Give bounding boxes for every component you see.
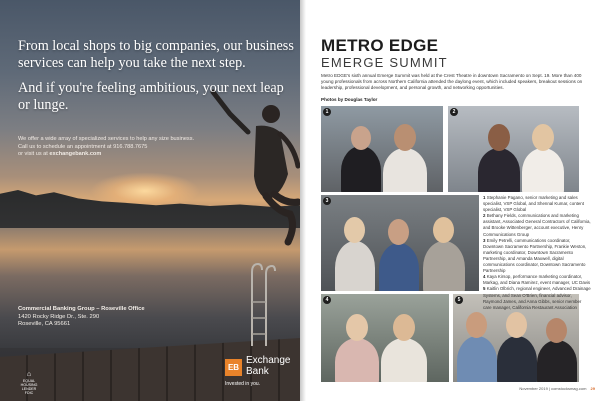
person-face: [394, 124, 416, 151]
person-face: [506, 312, 527, 338]
office-address-1: 1420 Rocky Ridge Dr., Ste. 290: [18, 313, 100, 320]
person-silhouette: [457, 336, 497, 382]
caption-number: 1: [483, 195, 486, 200]
photo-number-badge: 1: [323, 108, 331, 116]
footer-text: November 2019 | comstocksmag.com: [519, 386, 587, 391]
caption-item: [483, 286, 591, 310]
ad-body-line-1: We offer a wide array of specialized services to help any size business.: [18, 136, 195, 142]
event-photo-4: [321, 294, 449, 382]
person-silhouette: [522, 148, 564, 192]
ad-website-link[interactable]: exchangebank.com: [49, 151, 102, 158]
article-page: [300, 0, 600, 401]
ad-headline-2: And if you're feeling ambitious, your next leap or lunge.: [18, 80, 284, 113]
article-intro: Metro EDGE's sixth annual Emerge Summit was held at the Crest Theatre in downtown Sacramento on Sept. 19. More than 400 young professionals from across Northern California attended the daylong event, which included speakers, breakout sessions on leadership, professional development, and personal growth, and networking opportunities.: [321, 73, 583, 91]
event-photo-3: [321, 195, 479, 291]
person-face: [546, 318, 567, 343]
photo-captions: [483, 195, 591, 311]
person-silhouette: [381, 338, 427, 382]
person-silhouette: [383, 148, 427, 192]
caption-number: 4: [483, 274, 486, 280]
person-face: [433, 217, 454, 243]
person-face: [351, 126, 371, 150]
caption-text: Emily Petrelli, communications coordinator, Downtown Sacramento Partnership, Frankie Weston, marketing coordinator, Downtown Sacramento Partnership, and Amanda Maxwell, digital communications coordinator, Downtown Sacramento Partnership: [483, 237, 587, 274]
event-photo-2: [448, 106, 579, 192]
logo-name: [246, 356, 300, 377]
person-silhouette: [379, 243, 419, 291]
event-photo-1: [321, 106, 443, 192]
caption-text: Kaya Kirsop, performance marketing coordinator, Markag, and Diana Ramirez, event manager, UC Davis: [483, 274, 591, 286]
person-face: [346, 314, 368, 341]
page-number: 29: [590, 386, 595, 391]
caption-item: [483, 195, 591, 213]
photo-number-badge: 4: [323, 296, 331, 304]
person-silhouette: [497, 336, 537, 382]
caption-number: 2: [483, 213, 486, 219]
person-face: [388, 219, 409, 245]
person-face: [488, 124, 510, 151]
ad-body-line-3: [18, 151, 258, 159]
article-subtitle: EMERGE SUMMIT: [321, 55, 448, 70]
person-silhouette: [335, 338, 379, 382]
person-face: [532, 124, 554, 151]
caption-text: Bethany Fields, communications and marketing assistant, Associated General Contractors of California, and Brooke Wittenberger, account executive, Henry Communications Group: [483, 213, 591, 237]
person-face: [466, 312, 487, 338]
caption-text: Stephanie Pagano, senior marketing and sales specialist, VSP Global, and Shennal Kumar, content specialist, VSP Global: [483, 195, 584, 213]
ad-body-text: [18, 136, 258, 159]
logo-tagline: Invested in you.: [225, 381, 261, 387]
logo-name-line-1: Exchange: [246, 355, 291, 366]
logo-name-line-2: Bank: [246, 365, 269, 377]
exchange-bank-logo: [225, 356, 299, 392]
person-silhouette: [478, 148, 520, 192]
person-silhouette: [335, 241, 375, 291]
ad-headline: [18, 38, 298, 122]
office-address-2: Roseville, CA 95661: [18, 321, 71, 328]
caption-text: Kaitlin Olbrich, regional engineer, Advanced Drainage Systems, and Sean O'Brien, financial advisor, Raymond James, and Anna Gibbs, senior member care manager, California Restaurant Association: [483, 286, 591, 310]
caption-item: [483, 238, 591, 275]
fdic-text: FDIC: [24, 391, 34, 395]
logo-mark-icon: EB: [225, 359, 242, 376]
office-name: Commercial Banking Group – Roseville Office: [18, 306, 145, 312]
dock-ladder-image: [248, 262, 276, 346]
house-icon: ⌂: [26, 371, 32, 378]
ad-office-info: [18, 306, 178, 329]
photo-credit: Photos by Douglas Taylor: [321, 97, 378, 102]
article-title: METRO EDGE: [321, 36, 439, 55]
caption-item: [483, 213, 591, 237]
caption-number: 3: [483, 237, 486, 243]
ad-body-prefix: or visit us at: [18, 151, 48, 158]
person-silhouette: [423, 241, 465, 291]
page-gutter-shadow: [300, 0, 306, 401]
ad-body-line-2: Call us to schedule an appointment at 916.788.7675: [18, 143, 148, 150]
photo-number-badge: 3: [323, 197, 331, 205]
person-face: [344, 217, 365, 243]
person-silhouette: [537, 340, 577, 382]
caption-number: 5: [483, 286, 486, 292]
equal-housing-text: EQUAL HOUSING LENDER: [20, 379, 38, 391]
photo-number-badge: 2: [450, 108, 458, 116]
page-footer: [500, 386, 595, 391]
person-silhouette: [341, 146, 381, 192]
caption-item: [483, 274, 591, 286]
equal-housing-lender-badge: [18, 371, 40, 393]
photo-number-badge: 5: [455, 296, 463, 304]
person-face: [393, 314, 415, 341]
ad-headline-1: From local shops to big companies, our business services can help you take the next step.: [18, 38, 294, 71]
